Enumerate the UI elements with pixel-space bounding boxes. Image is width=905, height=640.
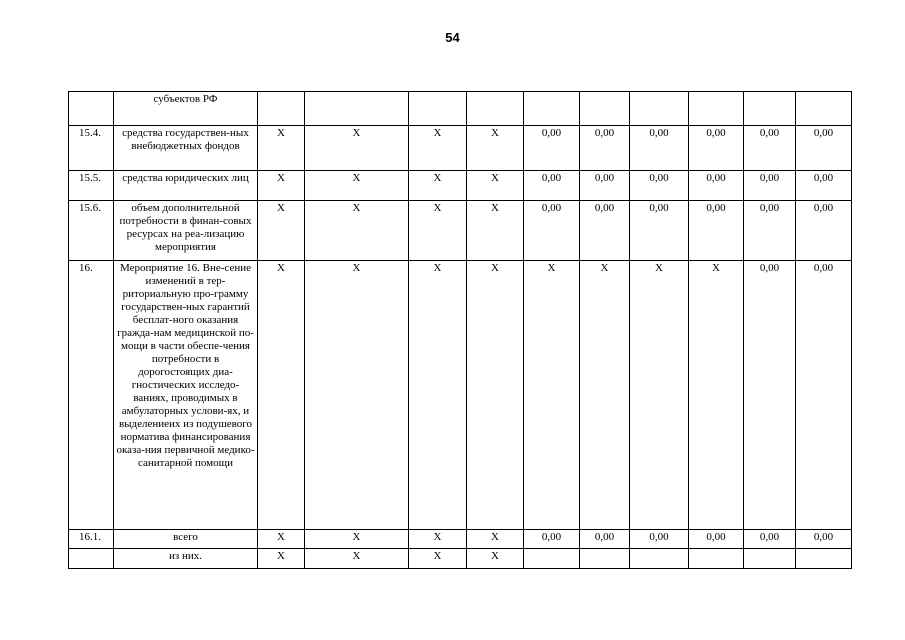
value-cell: 0,00 [524, 201, 580, 261]
value-cell: X [305, 549, 409, 569]
value-cell: X [305, 171, 409, 201]
value-cell: X [409, 530, 467, 549]
value-cell: 0,00 [689, 171, 744, 201]
value-cell: X [630, 261, 689, 530]
value-cell [689, 549, 744, 569]
value-cell: 0,00 [689, 201, 744, 261]
value-cell: 0,00 [524, 126, 580, 171]
value-cell: X [258, 530, 305, 549]
value-cell: X [467, 261, 524, 530]
row-number-cell: 15.5. [69, 171, 114, 201]
table-row [69, 171, 852, 201]
value-cell: X [409, 549, 467, 569]
value-cell: 0,00 [744, 171, 796, 201]
value-cell [689, 92, 744, 126]
row-name-cell: Мероприятие 16. Вне-сение изменений в тер-риториальную про-грамму государствен-ных гарантий бесплат-ного оказания гражда-нам медицинской по-мощи в части обеспе-чения потребности в дорогостоящих диа-гностических исследо-ваниях, проводимых в амбулаторных услови-ях, и выделениеих из подушевого норматива финансирования оказа-ния первичной медико-санитарной помощи [114, 261, 258, 530]
row-number-cell: 16.1. [69, 530, 114, 549]
value-cell: 0,00 [580, 126, 630, 171]
value-cell: X [258, 549, 305, 569]
row-number-cell: 15.6. [69, 201, 114, 261]
row-number-cell: 15.4. [69, 126, 114, 171]
value-cell: 0,00 [689, 530, 744, 549]
value-cell: 0,00 [796, 530, 852, 549]
table-row [69, 201, 852, 261]
value-cell: X [258, 261, 305, 530]
value-cell: X [409, 261, 467, 530]
row-name-cell: объем дополнительной потребности в финан-совых ресурсах на реа-лизацию мероприятия [114, 201, 258, 261]
value-cell: 0,00 [744, 261, 796, 530]
value-cell [630, 92, 689, 126]
value-cell [580, 549, 630, 569]
value-cell: X [524, 261, 580, 530]
value-cell [796, 92, 852, 126]
value-cell [580, 92, 630, 126]
value-cell [744, 92, 796, 126]
value-cell: 0,00 [630, 171, 689, 201]
value-cell: 0,00 [744, 530, 796, 549]
value-cell: 0,00 [796, 126, 852, 171]
table-row [69, 92, 852, 126]
value-cell: X [305, 201, 409, 261]
value-cell: X [409, 171, 467, 201]
value-cell: X [467, 549, 524, 569]
row-name-cell: субъектов РФ [114, 92, 258, 126]
value-cell: X [305, 126, 409, 171]
row-name-cell: из них. [114, 549, 258, 569]
value-cell [524, 92, 580, 126]
value-cell: 0,00 [796, 171, 852, 201]
page-number: 54 [445, 30, 460, 45]
value-cell: 0,00 [744, 126, 796, 171]
value-cell: X [467, 126, 524, 171]
table-row [69, 261, 852, 530]
row-name-cell: средства государствен-ных внебюджетных фондов [114, 126, 258, 171]
value-cell: X [305, 261, 409, 530]
value-cell: X [258, 126, 305, 171]
value-cell: X [409, 126, 467, 171]
value-cell: X [258, 201, 305, 261]
value-cell: X [689, 261, 744, 530]
value-cell [409, 92, 467, 126]
value-cell: X [305, 530, 409, 549]
value-cell: 0,00 [630, 530, 689, 549]
value-cell [305, 92, 409, 126]
value-cell: 0,00 [524, 530, 580, 549]
value-cell: X [467, 171, 524, 201]
value-cell: 0,00 [630, 201, 689, 261]
row-number-cell: 16. [69, 261, 114, 530]
table-row [69, 530, 852, 549]
table-row [69, 126, 852, 171]
row-name-cell: средства юридических лиц [114, 171, 258, 201]
table-row [69, 549, 852, 569]
data-table [68, 91, 852, 569]
value-cell: X [580, 261, 630, 530]
value-cell [524, 549, 580, 569]
value-cell: 0,00 [580, 201, 630, 261]
value-cell [467, 92, 524, 126]
value-cell [796, 549, 852, 569]
value-cell: X [467, 201, 524, 261]
value-cell: X [258, 171, 305, 201]
row-number-cell [69, 92, 114, 126]
value-cell: 0,00 [689, 126, 744, 171]
row-name-cell: всего [114, 530, 258, 549]
value-cell: X [467, 530, 524, 549]
value-cell: 0,00 [744, 201, 796, 261]
value-cell [744, 549, 796, 569]
value-cell: X [409, 201, 467, 261]
value-cell: 0,00 [630, 126, 689, 171]
value-cell [258, 92, 305, 126]
row-number-cell [69, 549, 114, 569]
value-cell [630, 549, 689, 569]
value-cell: 0,00 [580, 171, 630, 201]
value-cell: 0,00 [524, 171, 580, 201]
value-cell: 0,00 [796, 201, 852, 261]
value-cell: 0,00 [580, 530, 630, 549]
value-cell: 0,00 [796, 261, 852, 530]
